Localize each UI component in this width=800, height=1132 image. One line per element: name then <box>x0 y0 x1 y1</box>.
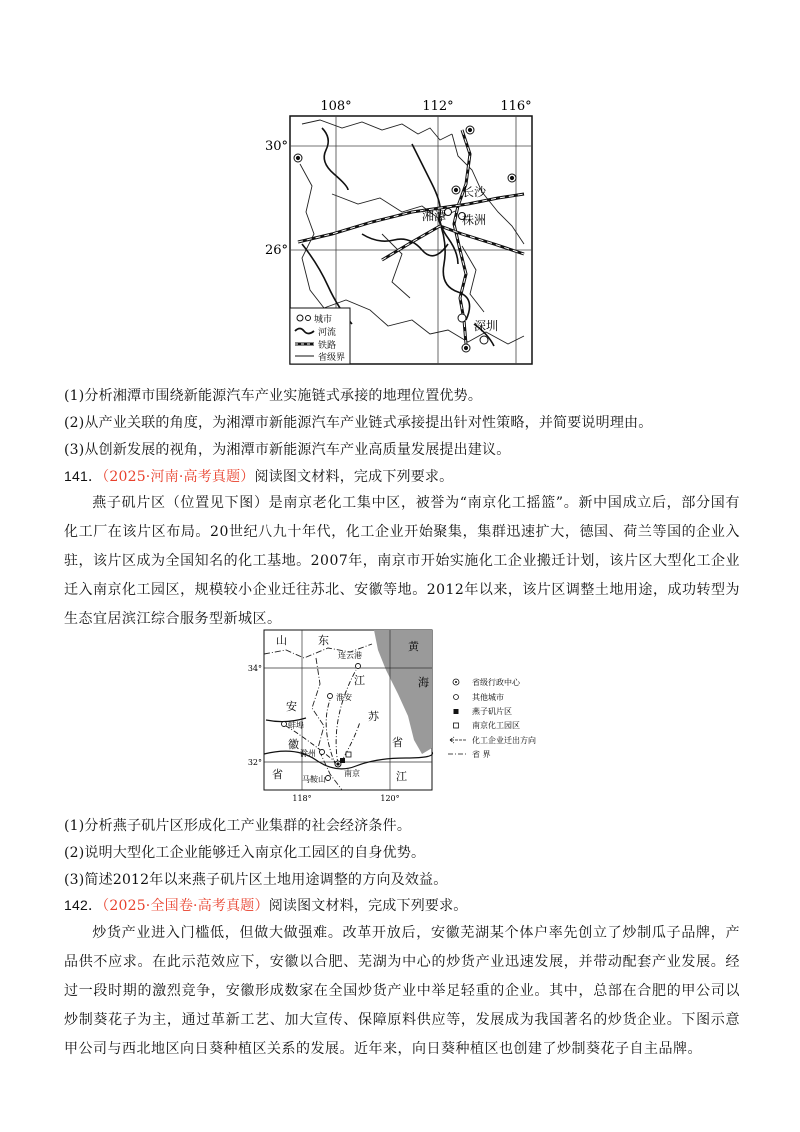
lat-label-30: 30° <box>264 139 288 154</box>
q141-passage-text: 燕子矶片区（位置见下图）是南京老化工集中区，被誉为“南京化工摇篮”。新中国成立后，部分国有化工厂在该片区布局。20世纪八九十年代，化工企业开始聚集，集群迅速扩大，德国、荷兰等国的企业入驻，该片区成为全国知名的化工基地。2007年，南京市开始实施化工企业搬迁计划，该片区大型化工企业迁入南京化工园区，规模较小企业迁往苏北、安徽等地。2012年以来，该片区调整土地用途，成功转型为生态宜居滨江综合服务型新城区。 <box>64 495 740 627</box>
sea-hai: 海 <box>418 676 429 689</box>
region-dong: 东 <box>318 634 329 647</box>
q141-header <box>64 466 453 487</box>
city-changsha: 长沙 <box>462 185 487 199</box>
legend-migration: 化工企业迁出方向 <box>472 736 536 745</box>
sea-huang: 黄 <box>408 640 419 653</box>
q142-header <box>64 895 468 916</box>
lat-label-32: 32° <box>247 758 262 767</box>
lon-label-116: 116° <box>500 99 532 114</box>
legend-railway: 铁路 <box>318 341 337 351</box>
place-chuzhou: 滁州 <box>300 749 316 758</box>
city-shenzhen: 深圳 <box>474 319 499 333</box>
lon-label-120: 120° <box>380 794 400 803</box>
legend-boundary-2: 省 界 <box>472 750 491 759</box>
region-jiang: 江 <box>354 674 365 687</box>
hunan-map <box>262 94 544 372</box>
legend-city: 城市 <box>314 315 333 325</box>
place-huaian: 淮安 <box>336 693 352 702</box>
lat-label-34: 34° <box>247 664 262 673</box>
place-bengbu: 蚌埠 <box>288 721 304 730</box>
city-zhuzhou: 株洲 <box>462 213 487 227</box>
place-lianyungang: 连云港 <box>338 651 362 660</box>
region-sheng-1: 省 <box>392 736 403 749</box>
region-hui: 徽 <box>288 738 299 751</box>
q141-sub1: (1)分析燕子矶片区形成化工产业集群的社会经济条件。 <box>64 818 412 834</box>
lon-label-118: 118° <box>292 794 312 803</box>
map1-legend <box>290 308 350 364</box>
q142-passage <box>64 919 740 1064</box>
place-nanjing: 南京 <box>344 769 360 778</box>
region-sheng-2: 省 <box>272 768 283 781</box>
jiangsu-map <box>246 628 564 806</box>
lat-label-26: 26° <box>264 243 288 258</box>
city-xiangtan: 湘潭 <box>422 209 447 223</box>
legend-river: 河流 <box>318 328 337 338</box>
q140-sub1: (1)分析湘潭市围绕新能源汽车产业实施链式承接的地理位置优势。 <box>64 388 483 404</box>
legend-chem-park: 南京化工园区 <box>472 721 520 730</box>
legend-other-city: 其他城市 <box>472 693 504 702</box>
legend-yanziji: 燕子矶片区 <box>472 707 512 716</box>
q140-sub3: (3)从创新发展的视角，为湘潭市新能源汽车产业高质量发展提出建议。 <box>64 442 511 458</box>
q141-passage <box>64 489 740 634</box>
region-su: 苏 <box>368 710 379 723</box>
q141-source: （2025·河南·高考真题） <box>102 469 255 485</box>
q141-sub3: (3)简述2012年以来燕子矶片区土地用途调整的方向及效益。 <box>64 872 448 888</box>
region-jiang-2: 江 <box>396 770 407 783</box>
place-maanshan: 马鞍山 <box>302 775 326 784</box>
q142-number: 142． <box>64 897 103 913</box>
lon-label-108: 108° <box>320 99 352 114</box>
legend-capital: 省级行政中心 <box>472 678 520 687</box>
region-shan: 山 <box>276 634 287 647</box>
legend-boundary: 省级界 <box>318 353 346 363</box>
lon-label-112: 112° <box>422 99 454 114</box>
map2-legend <box>448 677 536 759</box>
q142-source: （2025·全国卷·高考真题） <box>102 898 269 914</box>
q142-instruction: 阅读图文材料，完成下列要求。 <box>268 898 468 914</box>
q140-sub2: (2)从产业关联的角度，为湘潭市新能源汽车产业链式承接提出针对性策略，并简要说明理由。 <box>64 415 653 431</box>
q142-passage-text: 炒货产业进入门槛低，但做大做强难。改革开放后，安徽芜湖某个体户率先创立了炒制瓜子品牌，产品供不应求。在此示范效应下，安徽以合肥、芜湖为中心的炒货产业迅速发展，并带动配套产业发展。经过一段时期的激烈竞争，安徽形成数家在全国炒货产业中举足轻重的企业。其中，总部在合肥的甲公司以炒制葵花子为主，通过革新工艺、加大宣传、保障原料供应等，发展成为我国著名的炒货企业。下图示意甲公司与西北地区向日葵种植区关系的发展。近年来，向日葵种植区也创建了炒制葵花子自主品牌。 <box>64 925 740 1057</box>
q141-instruction: 阅读图文材料，完成下列要求。 <box>254 469 454 485</box>
region-an: 安 <box>286 700 297 713</box>
q141-number: 141． <box>64 468 103 484</box>
q141-sub2: (2)说明大型化工企业能够迁入南京化工园区的自身优势。 <box>64 845 426 861</box>
